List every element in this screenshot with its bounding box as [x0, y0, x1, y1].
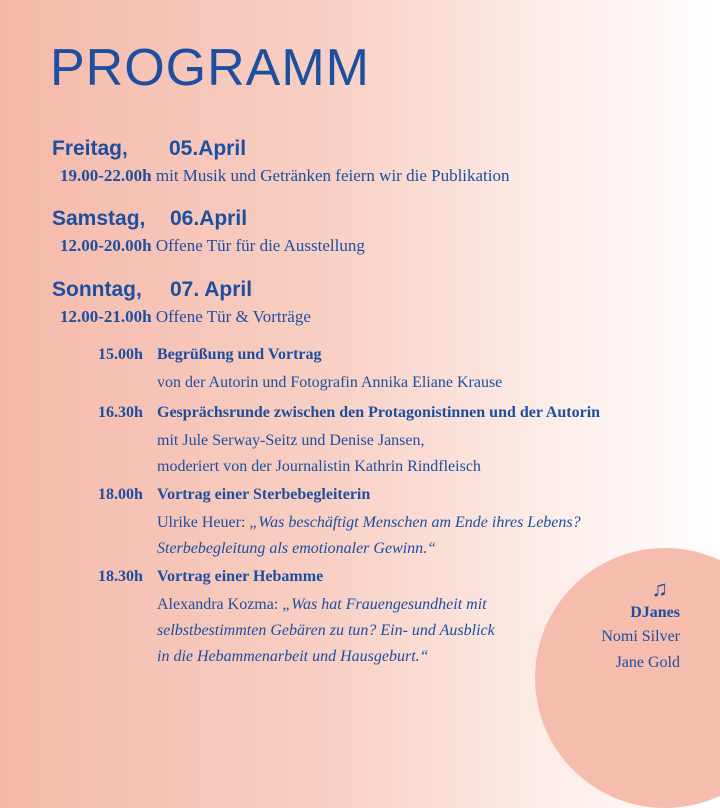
day-description: Offene Tür & Vorträge	[155, 307, 311, 326]
event-quote: „Was hat Frauengesundheit mit	[282, 596, 487, 613]
day-name: Freitag,	[52, 137, 128, 160]
day-date: 06.April	[170, 207, 248, 230]
day-description: mit Musik und Getränken feiern wir die Publikation	[155, 166, 510, 185]
day-friday	[52, 136, 510, 187]
event-talk-death-doula	[98, 484, 581, 562]
day-description: Offene Tür für die Ausstellung	[155, 236, 365, 255]
event-detail	[157, 592, 495, 618]
event-title: Vortrag einer Hebamme	[157, 568, 324, 585]
dj-block	[560, 578, 680, 676]
event-time: 18.00h	[98, 486, 143, 503]
day-time: 12.00-20.00h	[60, 236, 152, 255]
dj-name: Jane Gold	[615, 654, 680, 671]
event-talk-midwife	[98, 566, 495, 670]
event-title: Vortrag einer Sterbebegleiterin	[157, 486, 371, 503]
event-title: Begrüßung und Vortrag	[157, 346, 322, 363]
page-title: PROGRAMM	[50, 39, 370, 97]
event-welcome	[98, 344, 502, 396]
event-time: 15.00h	[98, 346, 143, 363]
event-quote: selbstbestimmten Gebären zu tun? Ein- und Ausblick	[157, 622, 495, 639]
event-quote: „Was beschäftigt Menschen am Ende ihres Lebens?	[249, 514, 581, 531]
event-speaker: Alexandra Kozma:	[157, 596, 283, 613]
day-name: Samstag,	[52, 207, 146, 230]
event-title: Gesprächsrunde zwischen den Protagonistinnen und der Autorin	[157, 404, 601, 421]
event-detail	[157, 510, 581, 536]
event-speaker: Ulrike Heuer:	[157, 514, 250, 531]
event-time: 16.30h	[98, 404, 143, 421]
dj-name: Nomi Silver	[601, 628, 680, 645]
event-time: 18.30h	[98, 568, 143, 585]
day-name: Sonntag,	[52, 278, 142, 301]
event-quote: Sterbebegleitung als emotionaler Gewinn.“	[157, 540, 437, 557]
event-quote: in die Hebammenarbeit und Hausgeburt.“	[157, 648, 429, 665]
day-time: 19.00-22.00h	[60, 166, 152, 185]
dj-title: DJanes	[630, 604, 680, 621]
day-sunday	[52, 277, 311, 328]
event-detail: moderiert von der Journalistin Kathrin Rindfleisch	[157, 458, 481, 475]
event-detail: mit Jule Serway-Seitz und Denise Jansen,	[157, 432, 425, 449]
day-saturday	[52, 206, 365, 257]
day-date: 05.April	[169, 137, 247, 160]
event-discussion	[98, 402, 600, 480]
music-note-icon: ♫	[651, 576, 668, 601]
event-detail: von der Autorin und Fotografin Annika Eliane Krause	[157, 374, 503, 391]
day-date: 07. April	[170, 278, 253, 301]
day-time: 12.00-21.00h	[60, 307, 152, 326]
